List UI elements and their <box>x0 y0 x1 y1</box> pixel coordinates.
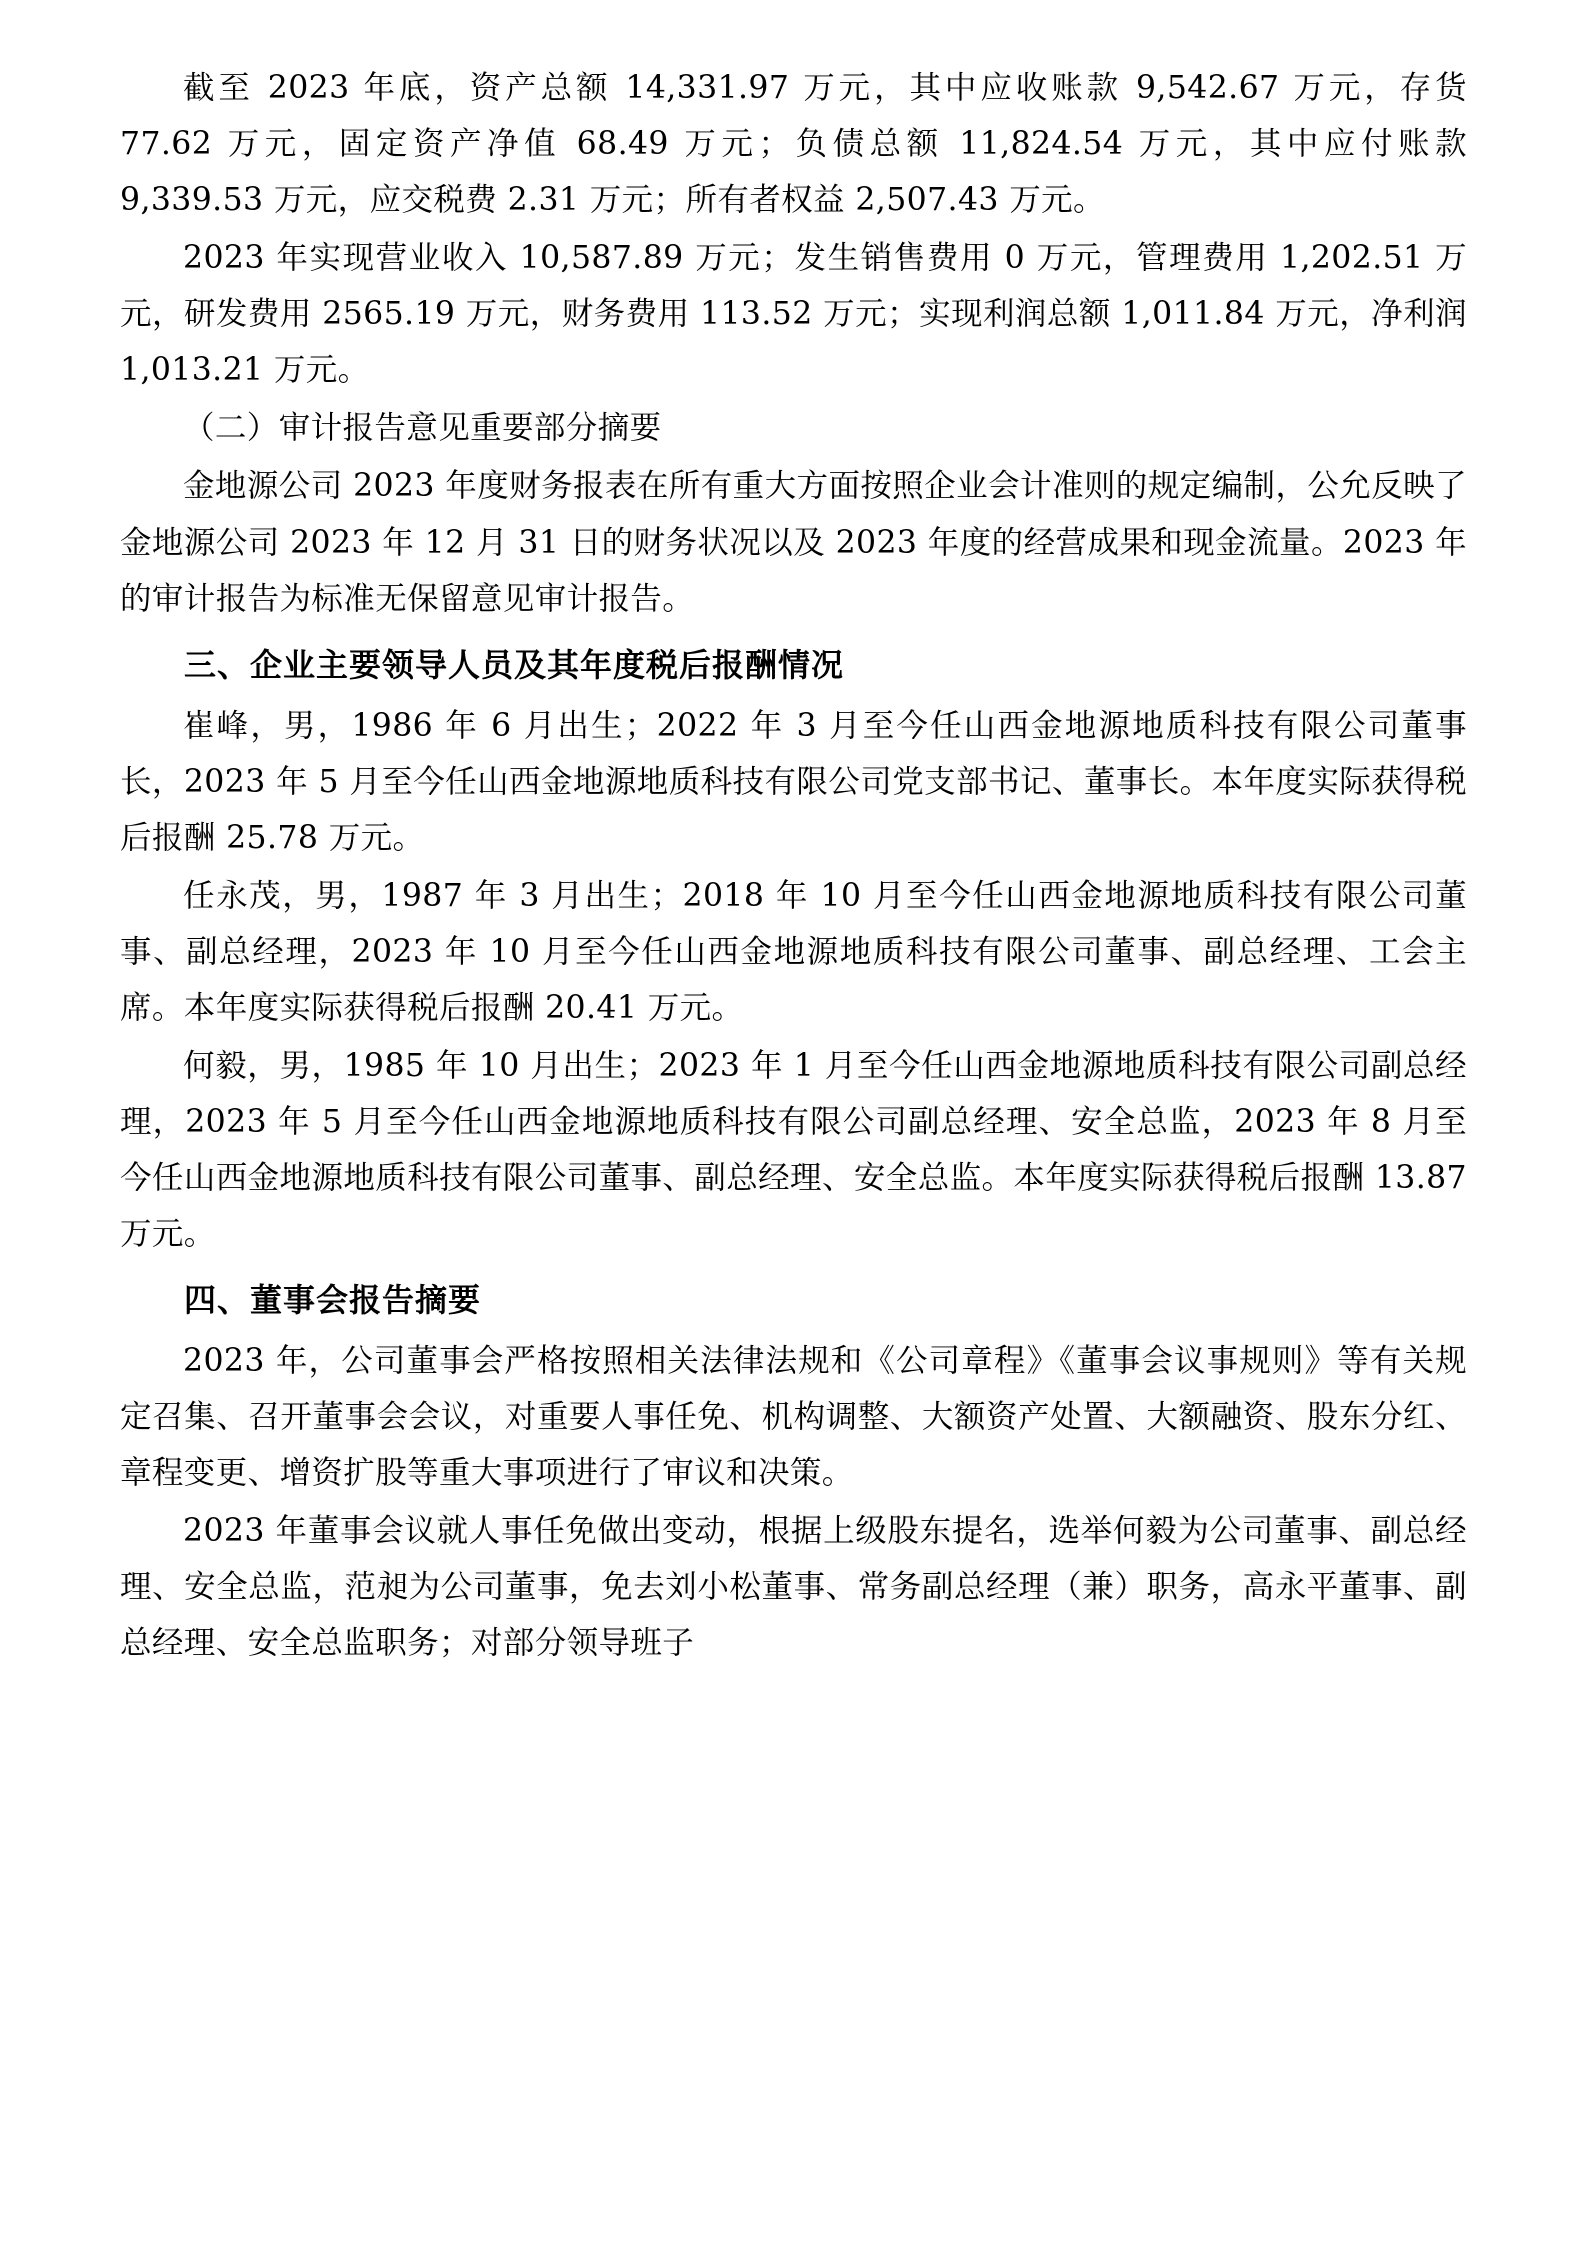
document-body <box>120 60 1467 1672</box>
para-leader-cuifeng: 崔峰，男，1986 年 6 月出生；2022 年 3 月至今任山西金地源地质科技有限公司董事长，2023 年 5 月至今任山西金地源地质科技有限公司党支部书记、董事长。本年度实际获得税后报酬 25.78 万元。 <box>120 707 1467 856</box>
para-revenue-summary: 2023 年实现营业收入 10,587.89 万元；发生销售费用 0 万元，管理费用 1,202.51 万元，研发费用 2565.19 万元，财务费用 113.52 万元；实现利润总额 1,011.84 万元，净利润 1,013.21 万元。 <box>120 240 1467 389</box>
para-leader-renyongmao: 任永茂，男，1987 年 3 月出生；2018 年 10 月至今任山西金地源地质科技有限公司董事、副总经理，2023 年 10 月至今任山西金地源地质科技有限公司董事、副总经理、工会主席。本年度实际获得税后报酬 20.41 万元。 <box>120 877 1467 1026</box>
para-audit-opinion-body: 金地源公司 2023 年度财务报表在所有重大方面按照企业会计准则的规定编制，公允反映了金地源公司 2023 年 12 月 31 日的财务状况以及 2023 年度的经营成果和现金流量。2023 年的审计报告为标准无保留意见审计报告。 <box>120 468 1467 617</box>
para-assets-summary: 截至 2023 年底，资产总额 14,331.97 万元，其中应收账款 9,542.67 万元，存货 77.62 万元，固定资产净值 68.49 万元；负债总额 11,824.54 万元，其中应付账款 9,339.53 万元，应交税费 2.31 万元；所有者权益 2,507.43 万元。 <box>120 70 1467 219</box>
heading-leader-compensation: 三、企业主要领导人员及其年度税后报酬情况 <box>184 645 845 684</box>
para-board-meetings: 2023 年，公司董事会严格按照相关法律法规和《公司章程》《董事会议事规则》等有关规定召集、召开董事会会议，对重要人事任免、机构调整、大额资产处置、大额融资、股东分红、章程变更、增资扩股等重大事项进行了审议和决策。 <box>120 1343 1467 1492</box>
para-board-personnel-changes: 2023 年董事会议就人事任免做出变动，根据上级股东提名，选举何毅为公司董事、副总经理、安全总监，范昶为公司董事，免去刘小松董事、常务副总经理（兼）职务，高永平董事、副总经理、安全总监职务；对部分领导班子 <box>120 1513 1467 1662</box>
para-leader-heyi: 何毅，男，1985 年 10 月出生；2023 年 1 月至今任山西金地源地质科技有限公司副总经理，2023 年 5 月至今任山西金地源地质科技有限公司副总经理、安全总监，2023 年 8 月至今任山西金地源地质科技有限公司董事、副总经理、安全总监。本年度实际获得税后报酬 13.87 万元。 <box>120 1047 1467 1253</box>
subheading-audit-opinion: （二）审计报告意见重要部分摘要 <box>183 410 662 447</box>
heading-board-report: 四、董事会报告摘要 <box>184 1281 482 1320</box>
